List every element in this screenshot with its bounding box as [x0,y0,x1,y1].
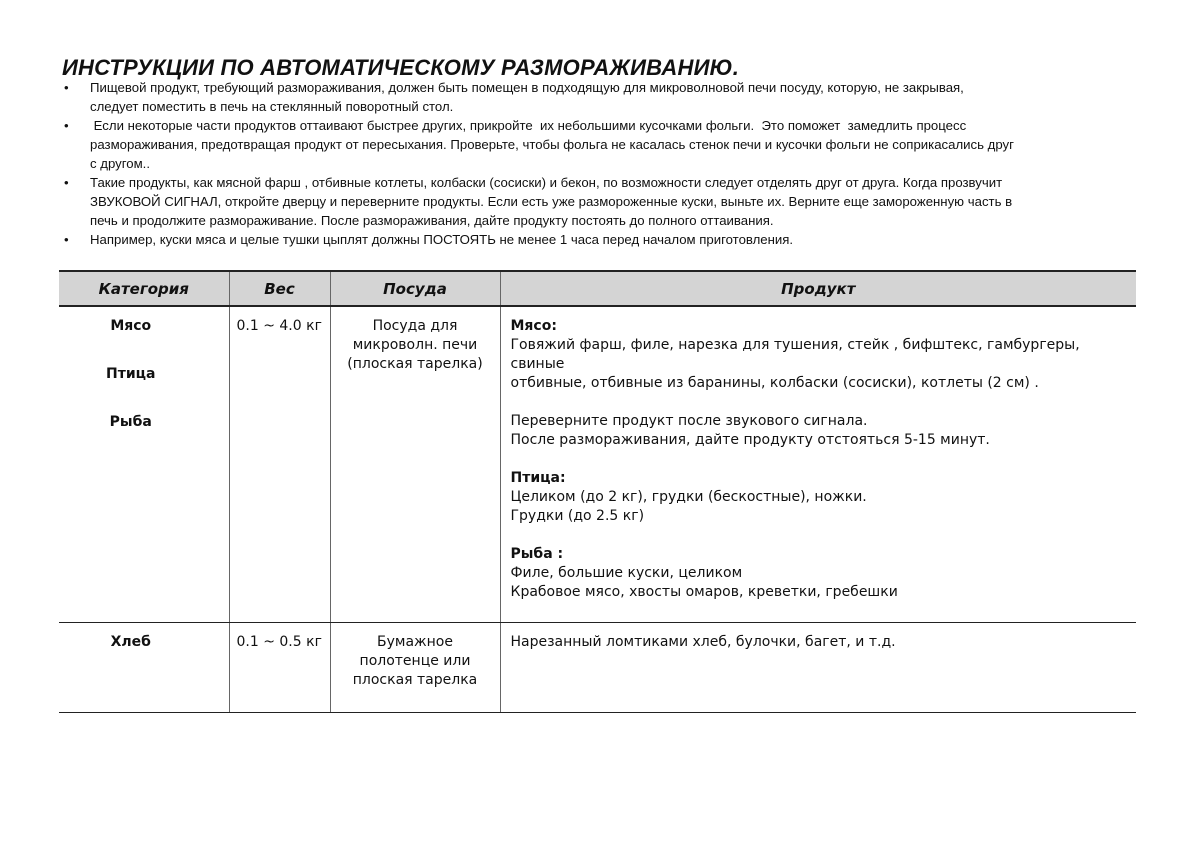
instruction-line: Например, куски мяса и целые тушки цыплят должны ПОСТОЯТЬ не менее 1 часа перед началом приготовления. [90,232,794,247]
product-heading: Мясо: [510,318,557,334]
instruction-line: ЗВУКОВОЙ СИГНАЛ, откройте дверцу и переверните продукты. Если есть уже размороженные куски, выньте их. Верните еще замороженную часть в [90,194,1013,209]
page-title: ИНСТРУКЦИИ ПО АВТОМАТИЧЕСКОМУ РАЗМОРАЖИВАНИЮ. [62,54,740,80]
table-row [59,623,1136,713]
instruction-list [62,78,1137,249]
product-line: Грудки (до 2.5 кг) [510,508,645,524]
category-bread: Хлеб [110,634,151,650]
product-line: Переверните продукт после звукового сигнала. [510,413,868,429]
header-dish: Посуда [330,271,500,306]
dish-cell [330,623,500,713]
product-block [511,412,1127,450]
dish-line: полотенце или [359,653,471,669]
category-fish: Рыба [109,414,152,430]
bullet-icon: • [64,80,69,95]
product-cell [500,623,1136,713]
dish-line: Посуда для [372,318,458,334]
instruction-line: Такие продукты, как мясной фарш , отбивные котлеты, колбаски (сосиски) и бекон, по возможности следует отделять друг от друга. Когда прозвучит [90,175,1003,190]
dish-line: микроволн. печи [352,337,478,353]
product-line: Нарезанный ломтиками хлеб, булочки, багет, и т.д. [510,634,896,650]
instruction-item [62,173,1137,230]
product-line: Филе, большие куски, целиком [510,565,743,581]
instruction-line: следует поместить в печь на стеклянный поворотный стол. [90,99,454,114]
product-heading: Птица: [510,470,566,486]
category-meat: Мясо [110,318,152,334]
product-line: отбивные, отбивные из баранины, колбаски (сосиски), котлеты (2 см) . [510,375,1039,391]
category-cell [59,306,229,623]
product-line: Говяжий фарш, филе, нарезка для тушения, стейк , бифштекс, гамбургеры, [510,337,1080,353]
product-line: Крабовое мясо, хвосты омаров, креветки, гребешки [510,584,898,600]
product-block [511,545,1127,602]
instruction-item [62,230,1137,249]
category-cell [59,623,229,713]
product-heading: Рыба : [510,546,564,562]
product-cell [500,306,1136,623]
dish-cell [330,306,500,623]
instruction-line: печь и продолжите размораживание. После размораживания, дайте продукту постоять до полного оттаивания. [90,213,774,228]
instruction-item [62,116,1137,173]
product-block [511,317,1127,393]
table-row [59,306,1136,623]
table-header-row [59,271,1136,306]
instruction-line: с другом.. [90,156,150,171]
product-line: свиные [510,356,565,372]
instruction-line: Пищевой продукт, требующий размораживания, должен быть помещен в подходящую для микроволновой печи посуду, которую, не закрывая, [90,80,964,95]
category-poultry: Птица [106,366,156,382]
dish-line: (плоская тарелка) [347,356,483,372]
instruction-item [62,78,1137,116]
bullet-icon: • [64,232,69,247]
product-line: После размораживания, дайте продукту отстояться 5-15 минут. [510,432,990,448]
instruction-line: Если некоторые части продуктов оттаивают быстрее других, прикройте их небольшими кусочками фольги. Это поможет замедлить процесс [90,118,967,133]
header-product: Продукт [500,271,1136,306]
weight-cell: 0.1 ~ 0.5 кг [229,623,330,713]
header-weight: Вес [229,271,330,306]
instruction-line: размораживания, предотвращая продукт от пересыхания. Проверьте, чтобы фольга не касалась стенок печи и кусочки фольги не соприкасались друг [90,137,1014,152]
product-block [511,633,1127,652]
weight-cell: 0.1 ~ 4.0 кг [229,306,330,623]
dish-line: плоская тарелка [352,672,478,688]
product-line: Целиком (до 2 кг), грудки (бескостные), ножки. [510,489,867,505]
product-block [511,469,1127,526]
dish-line: Бумажное [377,634,453,650]
header-category: Категория [59,271,229,306]
bullet-icon: • [64,175,69,190]
defrost-table [59,270,1136,713]
bullet-icon: • [64,118,69,133]
